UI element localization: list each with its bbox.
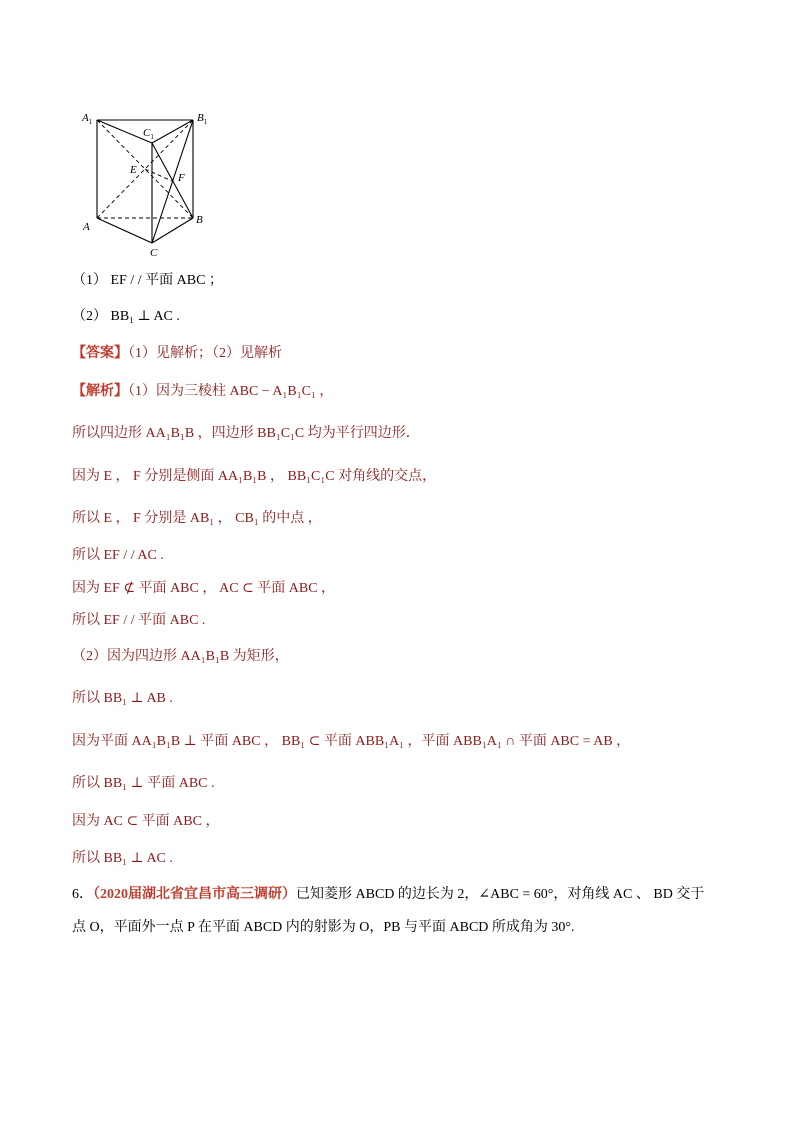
- answer-line: [72, 345, 282, 363]
- analysis-line-2: 因为 E ， F 分别是侧面 AA₁B₁B ， BB₁C₁C 对角线的交点，: [72, 469, 437, 484]
- label-C: C: [150, 247, 158, 259]
- problem-6-text-1: 已知菱形 ABCD 的边长为 2，∠ABC = 60°，对角线 AC 、 BD 交于: [296, 887, 705, 902]
- prism-figure: [80, 105, 230, 265]
- analysis-line-12: 所以 BB₁ ⊥ AC .: [72, 851, 173, 866]
- analysis-line-0: [72, 383, 333, 401]
- answer-tag: 【答案】: [72, 346, 128, 361]
- analysis-text-0: （1）因为三棱柱 ABC − A₁B₁C₁ ，: [128, 384, 334, 399]
- label-A1: $A_1$: [82, 112, 93, 126]
- analysis-line-4: 所以 EF / / AC .: [72, 548, 164, 563]
- label-E: E: [130, 164, 137, 176]
- answer-text: （1）见解析；（2）见解析: [128, 346, 282, 361]
- analysis-line-10: 所以 BB₁ ⊥ 平面 ABC .: [72, 776, 215, 791]
- analysis-tag: 【解析】: [72, 384, 128, 399]
- problem-6-number: 6．: [72, 887, 93, 902]
- problem-6-source: （2020届湖北省宜昌市高三调研）: [93, 887, 296, 902]
- analysis-line-9: 因为平面 AA₁B₁B ⊥ 平面 ABC ， BB₁ ⊂ 平面 ABB₁A₁ ，平面 ABB₁A₁ ∩ 平面 ABC = AB ，: [72, 734, 631, 749]
- analysis-line-8: 所以 BB₁ ⊥ AB .: [72, 691, 173, 706]
- analysis-line-6: 所以 EF / / 平面 ABC .: [72, 613, 206, 628]
- analysis-line-1: 所以四边形 AA₁B₁B ，四边形 BB₁C₁C 均为平行四边形．: [72, 426, 420, 441]
- label-A: A: [83, 221, 90, 233]
- label-B: B: [196, 214, 203, 226]
- label-F: F: [178, 172, 185, 184]
- label-C1: $C_1$: [143, 127, 154, 141]
- problem-6-line-1: [72, 886, 704, 904]
- question-2: （2） BB₁ ⊥ AC .: [72, 309, 180, 324]
- analysis-line-3: 所以 E ， F 分别是 AB₁ ， CB₁ 的中点 ，: [72, 511, 322, 526]
- analysis-line-5: 因为 EF ⊄ 平面 ABC ， AC ⊂ 平面 ABC ，: [72, 581, 336, 596]
- analysis-line-11: 因为 AC ⊂ 平面 ABC ，: [72, 814, 220, 829]
- question-1: （1） EF / / 平面 ABC ；: [72, 273, 223, 288]
- problem-6-line-2: 点 O，平面外一点 P 在平面 ABCD 内的射影为 O，PB 与平面 ABCD 所成角为 30°.: [72, 920, 575, 935]
- label-B1: $B_1$: [197, 112, 208, 126]
- analysis-line-7: （2）因为四边形 AA₁B₁B 为矩形，: [72, 649, 289, 664]
